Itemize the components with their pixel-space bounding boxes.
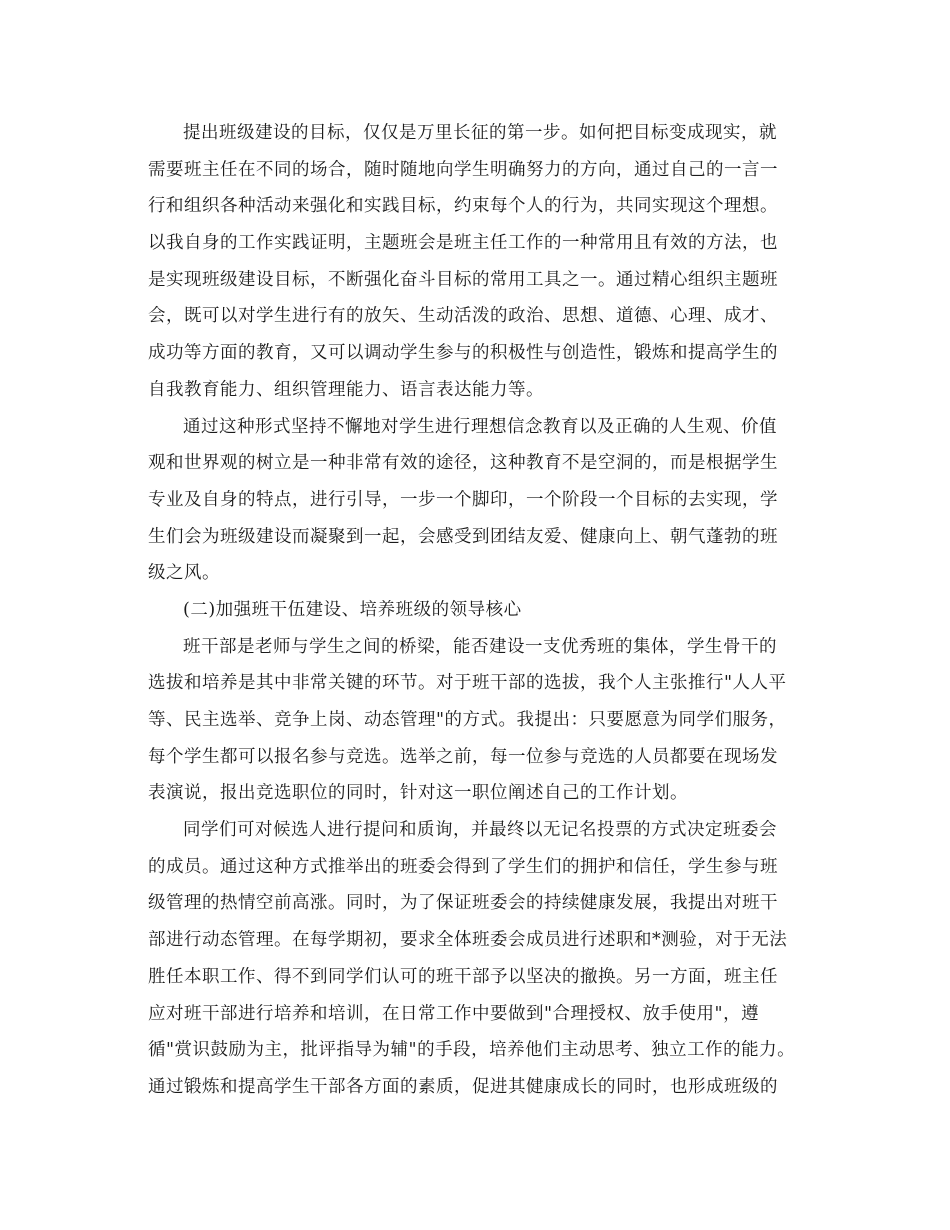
text-line: 行和组织各种活动来强化和实践目标，约束每个人的行为，共同实现这个理想。 xyxy=(148,196,778,217)
document-body xyxy=(148,115,810,1106)
text-line: 通过这种形式坚持不懈地对学生进行理想信念教育以及正确的人生观、价值 xyxy=(183,416,777,437)
text-line: 循"赏识鼓励为主，批评指导为辅"的手段，培养他们主动思考、独立工作的能力。 xyxy=(148,1040,796,1061)
text-line: (二)加强班干伍建设、培养班级的领导核心 xyxy=(183,599,522,620)
text-line: 以我自身的工作实践证明，主题班会是班主任工作的一种常用且有效的方法，也 xyxy=(148,233,778,254)
text-line: 需要班主任在不同的场合，随时随地向学生明确努力的方向，通过自己的一言一 xyxy=(148,159,778,180)
text-line: 部进行动态管理。在每学期初，要求全体班委会成员进行述职和*测验，对于无法 xyxy=(148,930,788,951)
text-line: 专业及自身的特点，进行引导，一步一个脚印，一个阶段一个目标的去实现，学 xyxy=(148,489,778,510)
text-line: 班干部是老师与学生之间的桥梁，能否建设一支优秀班的集体，学生骨干的 xyxy=(183,636,777,657)
text-line: 级管理的热情空前高涨。同时，为了保证班委会的持续健康发展，我提出对班干 xyxy=(148,893,778,914)
text-line: 等、民主选举、竞争上岗、动态管理"的方式。我提出：只要愿意为同学们服务， xyxy=(148,710,787,730)
text-line: 提出班级建设的目标，仅仅是万里长征的第一步。如何把目标变成现实，就 xyxy=(183,123,777,143)
text-line: 应对班干部进行培养和培训，在日常工作中要做到"合理授权、放手使用"，遵 xyxy=(148,1003,760,1024)
text-line: 同学们可对候选人进行提问和质询，并最终以无记名投票的方式决定班委会 xyxy=(183,820,777,841)
text-line: 观和世界观的树立是一种非常有效的途径，这种教育不是空洞的，而是根据学生 xyxy=(148,453,778,474)
text-line: 会，既可以对学生进行有的放矢、生动活泼的政治、思想、道德、心理、成才、 xyxy=(148,306,778,327)
text-line: 每个学生都可以报名参与竞选。选举之前，每一位参与竞选的人员都要在现场发 xyxy=(148,746,778,767)
text-line: 级之风。 xyxy=(148,563,220,584)
text-line: 表演说，报出竞选职位的同时，针对这一职位阐述自己的工作计划。 xyxy=(148,783,688,804)
text-line: 的成员。通过这种方式推举出的班委会得到了学生们的拥护和信任，学生参与班 xyxy=(148,856,778,877)
text-line: 通过锻炼和提高学生干部各方面的素质，促进其健康成长的同时，也形成班级的 xyxy=(148,1076,778,1097)
text-line: 自我教育能力、组织管理能力、语言表达能力等。 xyxy=(148,379,544,400)
text-line: 胜任本职工作、得不到同学们认可的班干部予以坚决的撤换。另一方面，班主任 xyxy=(148,966,778,987)
text-line: 是实现班级建设目标，不断强化奋斗目标的常用工具之一。通过精心组织主题班 xyxy=(148,269,778,290)
text-line: 成功等方面的教育，又可以调动学生参与的积极性与创造性，锻炼和提高学生的 xyxy=(148,343,778,364)
text-line: 生们会为班级建设而凝聚到一起，会感受到团结友爱、健康向上、朝气蓬勃的班 xyxy=(148,526,778,547)
text-line: 选拔和培养是其中非常关键的环节。对于班干部的选拔，我个人主张推行"人人平 xyxy=(148,673,787,694)
